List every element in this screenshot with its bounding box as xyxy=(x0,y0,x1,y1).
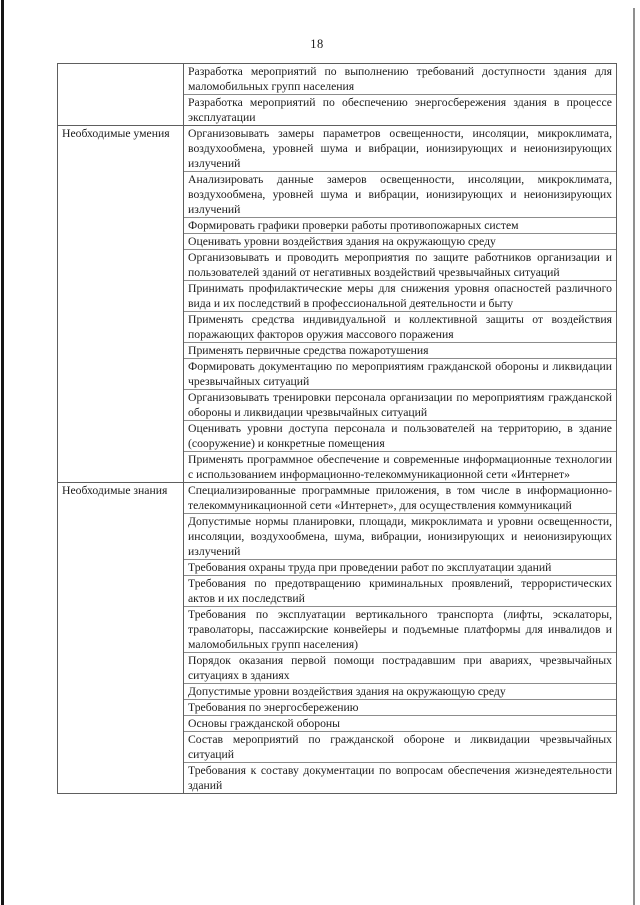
professional-standard-table xyxy=(57,63,617,794)
table-cell: Организовывать замеры параметров освещенности, инсоляции, микроклимата, воздухообмена, уровней шума и вибрации, ионизирующих и неионизирующих излучений xyxy=(184,126,616,172)
table-cell: Разработка мероприятий по обеспечению энергосбережения здания в процессе эксплуатации xyxy=(188,96,612,124)
table-cell: Требования по эксплуатации вертикального транспорта (лифты, эскалаторы, траволаторы, пассажирские конвейеры и подъемные платформы для инвалидов и маломобильных групп населения) xyxy=(184,607,616,653)
table-cell: Оценивать уровни доступа персонала и пользователей на территорию, в здание (сооружение) и конкретные помещения xyxy=(184,421,616,452)
table-cell: Формировать документацию по мероприятиям гражданской обороны и ликвидации чрезвычайных ситуаций xyxy=(184,359,616,390)
table-cell: Состав мероприятий по гражданской обороне и ликвидации чрезвычайных ситуаций xyxy=(184,732,616,763)
table-cell: Разработка мероприятий по выполнению требований доступности здания для маломобильных групп населения xyxy=(184,64,616,95)
table-cell: Порядок оказания первой помощи пострадавшим при авариях, чрезвычайных ситуациях в зданиях xyxy=(184,653,616,684)
table-cell: Основы гражданской обороны xyxy=(184,716,616,732)
table-cell: Оценивать уровни воздействия здания на окружающую среду xyxy=(184,234,616,250)
table-cell: Применять программное обеспечение и современные информационные технологии с использованием информационно-телекоммуникационной сети «Интернет» xyxy=(188,453,612,481)
row-label: Необходимые умения xyxy=(58,126,184,482)
table-cell: Требования к составу документации по вопросам обеспечения жизнедеятельности зданий xyxy=(188,764,612,792)
table-cell: Допустимые уровни воздействия здания на окружающую среду xyxy=(184,684,616,700)
table-row xyxy=(58,126,616,483)
table-cell: Организовывать и проводить мероприятия по защите работников организации и пользователей зданий от негативных воздействий чрезвычайных ситуаций xyxy=(184,250,616,281)
row-items xyxy=(184,64,616,125)
table-cell: Допустимые нормы планировки, площади, микроклимата и уровни освещенности, инсоляции, воздухообмена, шума, вибрации, ионизирующих и неионизирующих излучений xyxy=(184,514,616,560)
page-number: 18 xyxy=(310,37,324,51)
table-cell: Организовывать тренировки персонала организации по мероприятиям гражданской обороны и ликвидации чрезвычайных ситуаций xyxy=(184,390,616,421)
table-cell: Принимать профилактические меры для снижения уровня опасностей различного вида и их последствий в профессиональной деятельности и быту xyxy=(184,281,616,312)
table-row xyxy=(58,483,616,793)
row-label: Необходимые знания xyxy=(58,483,184,793)
table-cell: Применять средства индивидуальной и коллективной защиты от воздействия поражающих факторов оружия массового поражения xyxy=(184,312,616,343)
table-cell: Требования по энергосбережению xyxy=(184,700,616,716)
table-cell: Специализированные программные приложения, в том числе в информационно-телекоммуникационной сети «Интернет», для осуществления коммуникаций xyxy=(184,483,616,514)
table-cell: Применять первичные средства пожаротушения xyxy=(184,343,616,359)
page-scan-edge-left xyxy=(1,0,4,905)
table-cell: Анализировать данные замеров освещенности, инсоляции, микроклимата, воздухообмена, уровней шума и вибрации, ионизирующих и неионизирующих излучений xyxy=(184,172,616,218)
table-row xyxy=(58,64,616,126)
row-items xyxy=(184,483,616,793)
page-scan-edge-right xyxy=(633,8,635,905)
row-label xyxy=(58,64,184,125)
table-cell: Формировать графики проверки работы противопожарных систем xyxy=(184,218,616,234)
table-cell: Требования охраны труда при проведении работ по эксплуатации зданий xyxy=(184,560,616,576)
table-cell: Требования по предотвращению криминальных проявлений, террористических актов и их последствий xyxy=(184,576,616,607)
row-items xyxy=(184,126,616,482)
